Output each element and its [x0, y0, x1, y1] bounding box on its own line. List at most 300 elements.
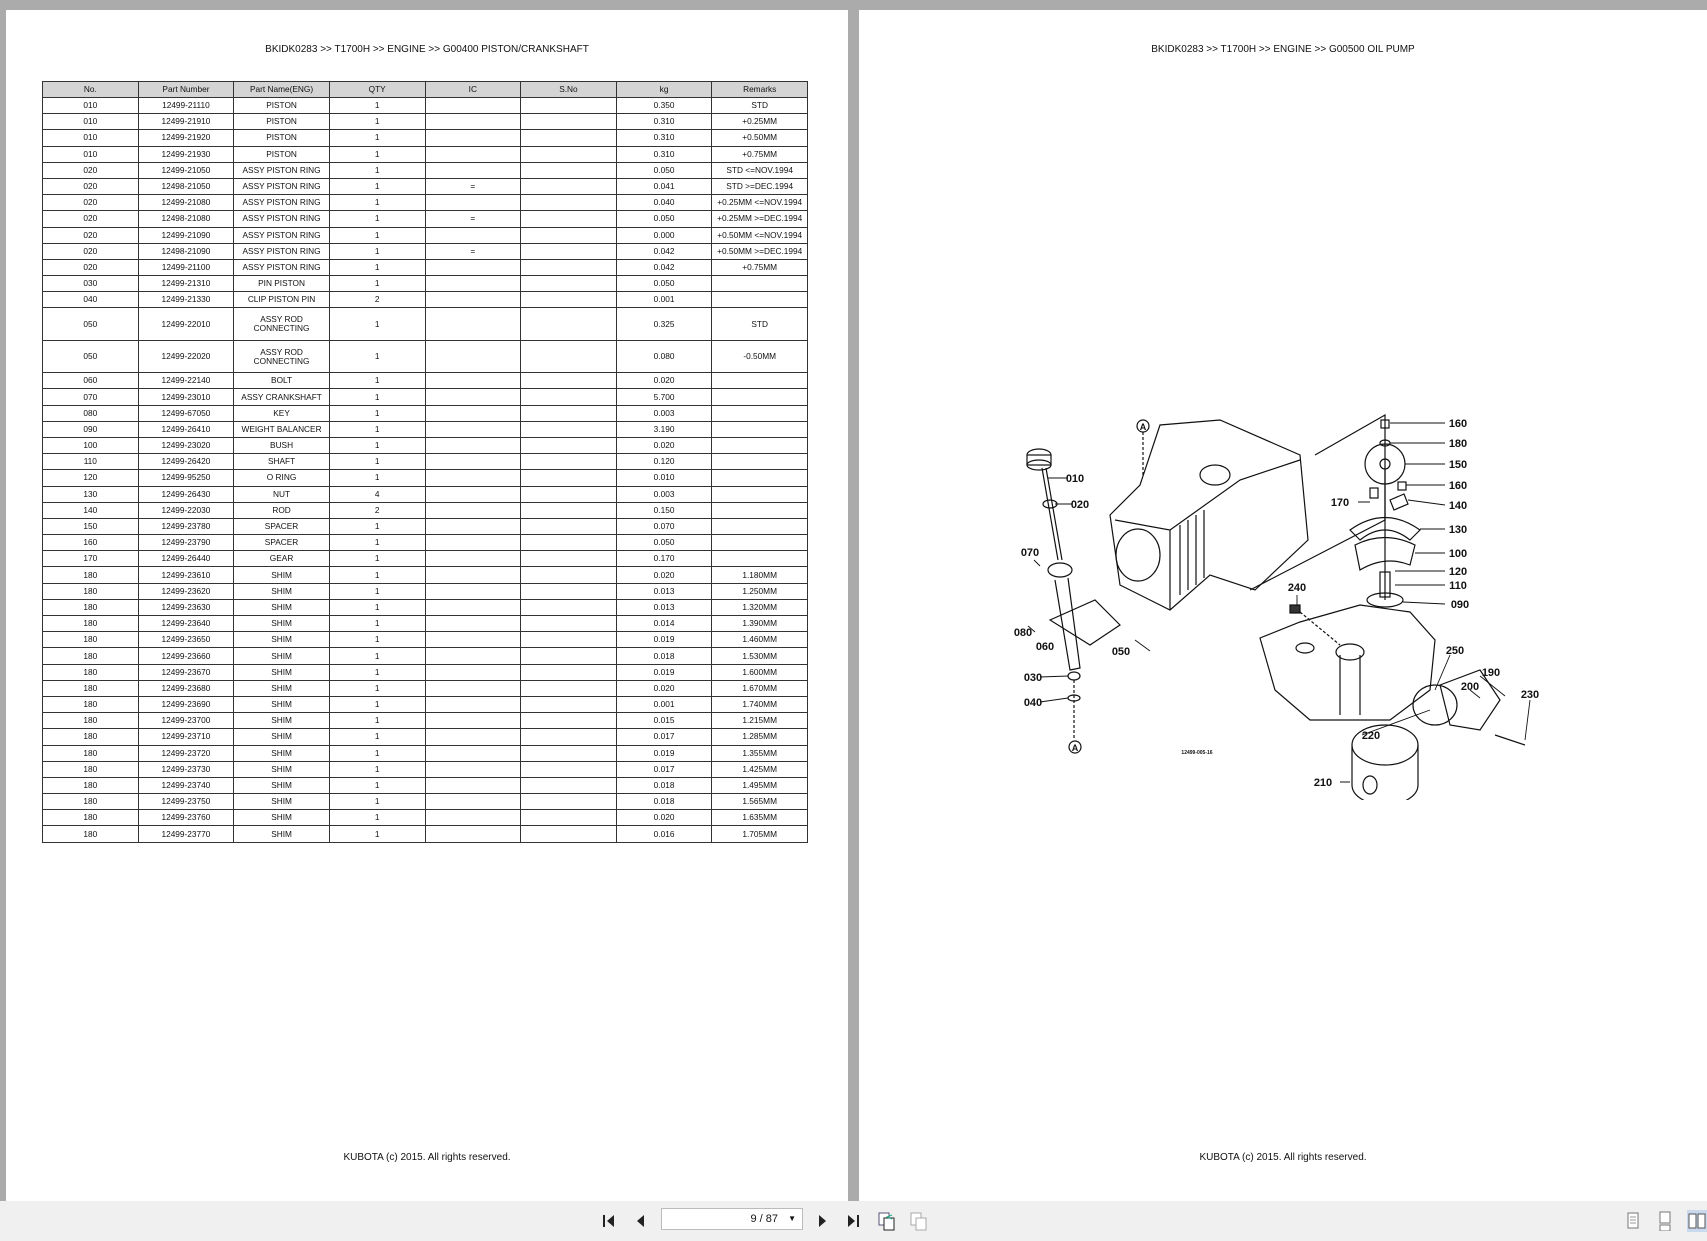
col-no-cell: 180	[43, 826, 139, 842]
col-qty-cell: 1	[329, 616, 425, 632]
col-part-name-cell: BUSH	[234, 437, 330, 453]
col-remarks-cell: 1.355MM	[712, 745, 808, 761]
col-sno-cell	[521, 696, 617, 712]
col-qty-cell: 1	[329, 470, 425, 486]
col-no-cell: 180	[43, 745, 139, 761]
col-sno-cell	[521, 243, 617, 259]
col-kg-cell: 0.019	[616, 632, 712, 648]
col-no-cell: 010	[43, 114, 139, 130]
col-ic-cell	[425, 373, 521, 389]
col-no-cell: 180	[43, 632, 139, 648]
col-remarks-cell	[712, 502, 808, 518]
col-qty-cell: 1	[329, 680, 425, 696]
col-ic-cell	[425, 761, 521, 777]
table-row	[43, 486, 808, 502]
col-remarks-cell: STD	[712, 308, 808, 340]
col-sno-cell	[521, 486, 617, 502]
col-remarks-cell	[712, 373, 808, 389]
col-part-name-cell: SHIM	[234, 632, 330, 648]
col-sno-cell	[521, 502, 617, 518]
col-part-number-cell: 12499-21930	[138, 146, 234, 162]
table-row	[43, 130, 808, 146]
col-kg-cell: 0.150	[616, 502, 712, 518]
col-qty-cell: 1	[329, 777, 425, 793]
col-kg-cell: 0.018	[616, 648, 712, 664]
col-remarks-cell: +0.25MM <=NOV.1994	[712, 195, 808, 211]
col-sno-cell	[521, 292, 617, 308]
previous-view-button[interactable]	[876, 1211, 898, 1231]
col-sno-cell	[521, 583, 617, 599]
col-ic-cell	[425, 486, 521, 502]
table-row	[43, 551, 808, 567]
col-sno-cell	[521, 308, 617, 340]
col-part-number-cell: 12499-23740	[138, 777, 234, 793]
marker-a-bottom	[1069, 741, 1081, 753]
col-part-number-cell: 12499-22030	[138, 502, 234, 518]
table-row	[43, 308, 808, 340]
two-page-view-button[interactable]	[1687, 1210, 1707, 1232]
col-ic-cell	[425, 405, 521, 421]
col-sno-cell	[521, 567, 617, 583]
col-part-name-cell: ASSY PISTON RING	[234, 178, 330, 194]
callout-label: 220	[1361, 730, 1381, 742]
page-title: BKIDK0283 >> T1700H >> ENGINE >> G00400 PISTON/CRANKSHAFT	[265, 44, 589, 55]
table-row	[43, 259, 808, 275]
single-page-view-icon	[1626, 1211, 1640, 1231]
col-part-name-cell: ASSY CRANKSHAFT	[234, 389, 330, 405]
table-row	[43, 178, 808, 194]
callout-label: 140	[1448, 500, 1468, 512]
col-part-number-cell: 12499-23760	[138, 810, 234, 826]
col-part-number-cell: 12499-23780	[138, 518, 234, 534]
col-ic-cell	[425, 227, 521, 243]
col-qty-cell: 1	[329, 713, 425, 729]
col-qty-cell: 1	[329, 421, 425, 437]
table-row	[43, 340, 808, 372]
col-part-number-cell: 12499-23750	[138, 794, 234, 810]
col-remarks-cell	[712, 518, 808, 534]
col-no-cell: 180	[43, 761, 139, 777]
col-remarks-cell: STD >=DEC.1994	[712, 178, 808, 194]
col-ic-cell	[425, 114, 521, 130]
first-page-button[interactable]	[600, 1213, 618, 1229]
single-page-view-button[interactable]	[1625, 1211, 1641, 1231]
callout-label: 070	[1020, 547, 1040, 559]
callout-label: 240	[1287, 582, 1307, 594]
table-row	[43, 729, 808, 745]
table-row	[43, 518, 808, 534]
col-sno-cell	[521, 729, 617, 745]
col-kg-cell: 0.170	[616, 551, 712, 567]
table-header-row	[43, 82, 808, 98]
col-sno-cell	[521, 98, 617, 114]
col-qty-cell: 1	[329, 98, 425, 114]
col-kg-cell: 0.020	[616, 373, 712, 389]
col-part-number-cell: 12499-26420	[138, 454, 234, 470]
col-no-cell: 150	[43, 518, 139, 534]
col-kg-cell: 0.042	[616, 243, 712, 259]
col-ic-cell	[425, 599, 521, 615]
col-part-name-cell: PISTON	[234, 114, 330, 130]
col-no-cell: 020	[43, 178, 139, 194]
col-no-cell: 180	[43, 810, 139, 826]
col-part-number-cell: 12499-22010	[138, 308, 234, 340]
col-part-name-cell: SHIM	[234, 616, 330, 632]
col-part-number-cell: 12499-23720	[138, 745, 234, 761]
col-ic-cell	[425, 276, 521, 292]
page-title: BKIDK0283 >> T1700H >> ENGINE >> G00500 OIL PUMP	[1151, 44, 1415, 55]
col-part-number-cell: 12499-26410	[138, 421, 234, 437]
table-row	[43, 599, 808, 615]
table-row	[43, 794, 808, 810]
col-remarks-cell: 1.425MM	[712, 761, 808, 777]
col-remarks-cell	[712, 405, 808, 421]
col-part-number-cell: 12499-22020	[138, 340, 234, 372]
col-kg-cell: 3.190	[616, 421, 712, 437]
table-row	[43, 567, 808, 583]
col-part-name-cell: PIN PISTON	[234, 276, 330, 292]
col-sno-cell	[521, 794, 617, 810]
continuous-view-icon	[1658, 1211, 1672, 1231]
col-qty-cell: 4	[329, 486, 425, 502]
col-part-number-cell: 12499-23660	[138, 648, 234, 664]
col-ic-cell: =	[425, 243, 521, 259]
col-qty-cell: 1	[329, 583, 425, 599]
col-part-name-cell: ASSY PISTON RING	[234, 162, 330, 178]
col-part-number-cell: 12499-21050	[138, 162, 234, 178]
col-kg-cell: 0.042	[616, 259, 712, 275]
col-no-cell: 180	[43, 583, 139, 599]
col-part-name-cell: SHIM	[234, 664, 330, 680]
col-kg-cell: 0.041	[616, 178, 712, 194]
col-kg-cell: 0.018	[616, 777, 712, 793]
col-remarks-cell: 1.740MM	[712, 696, 808, 712]
column-header: QTY	[329, 82, 425, 98]
table-row	[43, 195, 808, 211]
col-qty-cell: 1	[329, 696, 425, 712]
engine-block-drawing	[1110, 415, 1385, 610]
col-remarks-cell	[712, 421, 808, 437]
col-no-cell: 180	[43, 794, 139, 810]
col-remarks-cell: 1.495MM	[712, 777, 808, 793]
col-sno-cell	[521, 599, 617, 615]
col-sno-cell	[521, 259, 617, 275]
table-row	[43, 713, 808, 729]
col-no-cell: 180	[43, 777, 139, 793]
col-no-cell: 090	[43, 421, 139, 437]
col-sno-cell	[521, 632, 617, 648]
col-no-cell: 010	[43, 98, 139, 114]
col-part-number-cell: 12499-26440	[138, 551, 234, 567]
col-part-number-cell: 12499-23690	[138, 696, 234, 712]
col-no-cell: 020	[43, 211, 139, 227]
col-part-name-cell: ASSY PISTON RING	[234, 211, 330, 227]
col-remarks-cell: +0.25MM	[712, 114, 808, 130]
col-sno-cell	[521, 777, 617, 793]
col-kg-cell: 0.050	[616, 535, 712, 551]
col-part-name-cell: SHIM	[234, 826, 330, 842]
col-part-name-cell: WEIGHT BALANCER	[234, 421, 330, 437]
col-qty-cell: 1	[329, 664, 425, 680]
drawing-code: 12499-005-16	[1181, 750, 1213, 756]
col-part-number-cell: 12499-23640	[138, 616, 234, 632]
callout-label: 040	[1023, 697, 1043, 709]
col-qty-cell: 1	[329, 276, 425, 292]
next-view-button[interactable]	[908, 1211, 930, 1231]
col-no-cell: 180	[43, 696, 139, 712]
col-part-name-cell: SPACER	[234, 518, 330, 534]
callout-label: 210	[1313, 777, 1333, 789]
table-row	[43, 470, 808, 486]
callout-label: 030	[1023, 672, 1043, 684]
col-sno-cell	[521, 405, 617, 421]
col-kg-cell: 0.003	[616, 486, 712, 502]
col-part-name-cell: SPACER	[234, 535, 330, 551]
marker-a-top	[1137, 420, 1149, 432]
col-part-number-cell: 12499-23710	[138, 729, 234, 745]
col-part-number-cell: 12499-23010	[138, 389, 234, 405]
col-remarks-cell: +0.50MM	[712, 130, 808, 146]
col-no-cell: 010	[43, 146, 139, 162]
page-number-input[interactable]	[661, 1208, 803, 1230]
col-qty-cell: 2	[329, 502, 425, 518]
col-qty-cell: 1	[329, 745, 425, 761]
marker-label: A	[1071, 743, 1079, 753]
col-qty-cell: 1	[329, 567, 425, 583]
col-qty-cell: 1	[329, 437, 425, 453]
col-part-name-cell: PISTON	[234, 146, 330, 162]
col-no-cell: 170	[43, 551, 139, 567]
col-part-name-cell: SHIM	[234, 680, 330, 696]
col-part-number-cell: 12499-21110	[138, 98, 234, 114]
col-no-cell: 180	[43, 648, 139, 664]
callout-label: 020	[1070, 499, 1090, 511]
col-kg-cell: 0.019	[616, 745, 712, 761]
col-kg-cell: 0.070	[616, 518, 712, 534]
col-qty-cell: 1	[329, 114, 425, 130]
callout-label: 060	[1035, 641, 1055, 653]
col-ic-cell	[425, 551, 521, 567]
col-sno-cell	[521, 648, 617, 664]
table-row	[43, 292, 808, 308]
col-qty-cell: 1	[329, 130, 425, 146]
col-part-number-cell: 12499-21330	[138, 292, 234, 308]
col-ic-cell	[425, 437, 521, 453]
col-part-name-cell: KEY	[234, 405, 330, 421]
col-part-name-cell: ASSY ROD CONNECTING	[234, 308, 330, 340]
col-sno-cell	[521, 114, 617, 130]
col-remarks-cell: STD <=NOV.1994	[712, 162, 808, 178]
table-row	[43, 98, 808, 114]
col-kg-cell: 0.000	[616, 227, 712, 243]
table-row	[43, 146, 808, 162]
col-qty-cell: 1	[329, 227, 425, 243]
col-part-name-cell: SHIM	[234, 648, 330, 664]
col-kg-cell: 0.325	[616, 308, 712, 340]
col-part-number-cell: 12499-23610	[138, 567, 234, 583]
col-no-cell: 070	[43, 389, 139, 405]
col-ic-cell	[425, 810, 521, 826]
table-row	[43, 777, 808, 793]
col-part-name-cell: ASSY ROD CONNECTING	[234, 340, 330, 372]
col-part-number-cell: 12498-21090	[138, 243, 234, 259]
col-remarks-cell: +0.50MM >=DEC.1994	[712, 243, 808, 259]
next-page-icon	[817, 1213, 829, 1229]
col-ic-cell	[425, 777, 521, 793]
column-header: Part Number	[138, 82, 234, 98]
last-page-button[interactable]	[844, 1213, 862, 1229]
col-qty-cell: 1	[329, 195, 425, 211]
col-part-number-cell: 12499-67050	[138, 405, 234, 421]
col-ic-cell	[425, 826, 521, 842]
col-part-number-cell: 12499-23730	[138, 761, 234, 777]
col-no-cell: 040	[43, 292, 139, 308]
callout-label: 130	[1448, 524, 1468, 536]
col-sno-cell	[521, 810, 617, 826]
col-part-name-cell: O RING	[234, 470, 330, 486]
callout-label: 120	[1448, 566, 1468, 578]
col-qty-cell: 1	[329, 454, 425, 470]
col-kg-cell: 0.040	[616, 195, 712, 211]
col-kg-cell: 0.310	[616, 146, 712, 162]
col-part-name-cell: SHIM	[234, 761, 330, 777]
col-part-name-cell: SHIM	[234, 583, 330, 599]
col-no-cell: 180	[43, 616, 139, 632]
col-kg-cell: 0.018	[616, 794, 712, 810]
col-no-cell: 160	[43, 535, 139, 551]
col-kg-cell: 0.013	[616, 583, 712, 599]
col-qty-cell: 1	[329, 162, 425, 178]
col-sno-cell	[521, 389, 617, 405]
col-ic-cell	[425, 664, 521, 680]
col-part-name-cell: GEAR	[234, 551, 330, 567]
col-qty-cell: 1	[329, 810, 425, 826]
col-ic-cell	[425, 583, 521, 599]
table-row	[43, 632, 808, 648]
col-kg-cell: 0.080	[616, 340, 712, 372]
col-remarks-cell	[712, 470, 808, 486]
col-remarks-cell: 1.250MM	[712, 583, 808, 599]
page-indicator: 9 / 87	[750, 1213, 778, 1225]
table-row	[43, 276, 808, 292]
col-qty-cell: 1	[329, 308, 425, 340]
col-kg-cell: 0.050	[616, 162, 712, 178]
col-sno-cell	[521, 421, 617, 437]
col-part-number-cell: 12499-21910	[138, 114, 234, 130]
col-no-cell: 080	[43, 405, 139, 421]
left-page	[6, 10, 848, 1201]
col-kg-cell: 0.001	[616, 696, 712, 712]
col-part-number-cell: 12499-23020	[138, 437, 234, 453]
col-no-cell: 020	[43, 195, 139, 211]
table-row	[43, 243, 808, 259]
col-ic-cell	[425, 567, 521, 583]
col-ic-cell	[425, 680, 521, 696]
callout-label: 160	[1448, 480, 1468, 492]
last-page-icon	[845, 1213, 861, 1229]
col-part-name-cell: SHIM	[234, 745, 330, 761]
col-ic-cell: =	[425, 178, 521, 194]
col-qty-cell: 1	[329, 178, 425, 194]
col-no-cell: 030	[43, 276, 139, 292]
callout-label: 110	[1449, 580, 1467, 592]
col-remarks-cell: 1.670MM	[712, 680, 808, 696]
col-qty-cell: 1	[329, 648, 425, 664]
col-ic-cell	[425, 794, 521, 810]
col-part-number-cell: 12498-21050	[138, 178, 234, 194]
callout-label: 080	[1013, 627, 1033, 639]
col-kg-cell: 0.120	[616, 454, 712, 470]
viewer-toolbar	[0, 1201, 1707, 1241]
column-header: Remarks	[712, 82, 808, 98]
col-sno-cell	[521, 211, 617, 227]
col-part-name-cell: ASSY PISTON RING	[234, 259, 330, 275]
col-sno-cell	[521, 664, 617, 680]
col-part-number-cell: 12499-21080	[138, 195, 234, 211]
col-remarks-cell	[712, 454, 808, 470]
col-ic-cell	[425, 729, 521, 745]
col-ic-cell: =	[425, 211, 521, 227]
callout-label: 230	[1520, 689, 1540, 701]
table-row	[43, 373, 808, 389]
col-no-cell: 180	[43, 599, 139, 615]
col-ic-cell	[425, 146, 521, 162]
col-sno-cell	[521, 227, 617, 243]
col-sno-cell	[521, 680, 617, 696]
col-part-name-cell: ASSY PISTON RING	[234, 227, 330, 243]
table-row	[43, 616, 808, 632]
continuous-view-button[interactable]	[1657, 1211, 1673, 1231]
prev-page-button[interactable]	[632, 1213, 648, 1229]
col-part-name-cell: SHAFT	[234, 454, 330, 470]
col-qty-cell: 1	[329, 373, 425, 389]
col-remarks-cell: +0.75MM	[712, 146, 808, 162]
next-page-button[interactable]	[815, 1213, 831, 1229]
col-no-cell: 020	[43, 227, 139, 243]
col-remarks-cell: +0.25MM >=DEC.1994	[712, 211, 808, 227]
table-row	[43, 211, 808, 227]
col-no-cell: 100	[43, 437, 139, 453]
prev-page-icon	[634, 1213, 646, 1229]
col-qty-cell: 1	[329, 259, 425, 275]
callout-label: 190	[1481, 667, 1501, 679]
col-remarks-cell: 1.390MM	[712, 616, 808, 632]
col-qty-cell: 1	[329, 211, 425, 227]
col-sno-cell	[521, 195, 617, 211]
col-remarks-cell: 1.460MM	[712, 632, 808, 648]
col-no-cell: 020	[43, 162, 139, 178]
col-part-name-cell: SHIM	[234, 729, 330, 745]
callout-label: 200	[1460, 681, 1480, 693]
table-row	[43, 405, 808, 421]
previous-view-icon	[877, 1211, 897, 1231]
col-remarks-cell: 1.215MM	[712, 713, 808, 729]
col-kg-cell: 0.017	[616, 729, 712, 745]
col-qty-cell: 1	[329, 405, 425, 421]
col-sno-cell	[521, 340, 617, 372]
col-remarks-cell: 1.635MM	[712, 810, 808, 826]
chevron-down-icon[interactable]: ▼	[788, 1214, 796, 1223]
table-row	[43, 761, 808, 777]
col-qty-cell: 2	[329, 292, 425, 308]
col-remarks-cell: STD	[712, 98, 808, 114]
col-no-cell: 180	[43, 680, 139, 696]
col-part-number-cell: 12499-23650	[138, 632, 234, 648]
col-ic-cell	[425, 340, 521, 372]
first-page-icon	[601, 1213, 617, 1229]
col-no-cell: 060	[43, 373, 139, 389]
col-no-cell: 020	[43, 259, 139, 275]
